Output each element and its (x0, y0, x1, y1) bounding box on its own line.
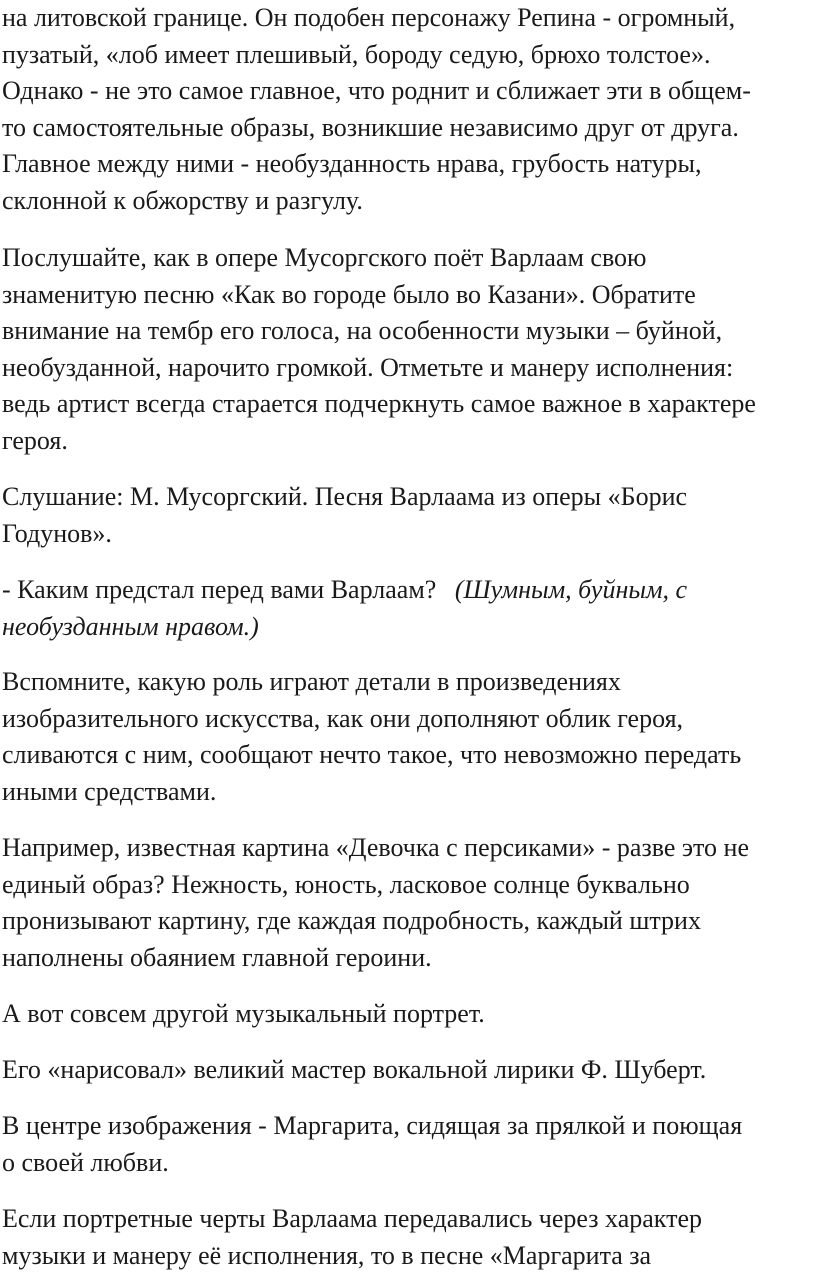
text-line: изобразительного искусства, как они дополняют облик героя, (2, 703, 684, 733)
text-line: иными средствами. (2, 776, 217, 806)
text-line: Вспомните, какую роль играют детали в произведениях (2, 667, 621, 696)
text-line: то самостоятельные образы, возникшие независимо друг от друга. (2, 112, 739, 142)
text-line: ведь артист всегда старается подчеркнуть самое важное в характере (2, 389, 756, 418)
text-line: Однако - не это самое главное, что роднит и сближает эти в общем- (2, 76, 751, 105)
question-line (2, 572, 687, 609)
text-line: Слушание: М. Мусоргский. Песня Варлаама из оперы «Борис (2, 482, 688, 511)
text-line: наполнены обаянием главной героини. (2, 942, 432, 972)
text-line: Главное между ними - необузданность нрава, грубость натуры, (2, 149, 702, 178)
text-line: внимание на тембр его голоса, на особенности музыки – буйной, (2, 316, 723, 345)
text-line: Годунов». (2, 518, 112, 548)
text-line: на литовской границе. Он подобен персонажу Репина - огромный, (2, 3, 736, 32)
text-line: героя. (2, 425, 68, 455)
text-line: Послушайте, как в опере Мусоргского поёт Варлаам свою (2, 243, 647, 272)
text-line: необузданной, нарочито громкой. Отметьте и манеру исполнения: (2, 352, 734, 382)
text-line: Его «нарисовал» великий мастер вокальной лирики Ф. Шуберт. (2, 1055, 707, 1084)
text-line: о своей любви. (2, 1147, 169, 1177)
question-text: - Каким предстал перед вами Варлаам? (2, 575, 437, 604)
text-line: пузатый, «лоб имеет плешивый, бороду седую, брюхо толстое». (2, 39, 711, 69)
answer-text: (Шумным, буйным, с (454, 575, 688, 604)
text-line: пронизывают картину, где каждая подробность, каждый штрих (2, 906, 701, 935)
text-line: Например, известная картина «Девочка с персиками» - разве это не (2, 833, 750, 862)
text-line: А вот совсем другой музыкальный портрет. (2, 999, 485, 1028)
text-line: сливаются с ним, сообщают нечто такое, что невозможно передать (2, 740, 742, 769)
text-line: музыки и манеру её исполнения, то в песне «Маргарита за (2, 1240, 652, 1270)
text-line: склонной к обжорству и разгулу. (2, 185, 363, 215)
text-line: единый образ? Нежность, юность, ласковое солнце буквально (2, 869, 690, 899)
text-line: Если портретные черты Варлаама передавались через характер (2, 1204, 702, 1233)
text-line: В центре изображения - Маргарита, сидящая за прялкой и поющая (2, 1111, 743, 1140)
answer-text: необузданным нравом.) (2, 611, 259, 641)
text-line: знаменитую песню «Как во городе было во Казани». Обратите (2, 279, 696, 309)
